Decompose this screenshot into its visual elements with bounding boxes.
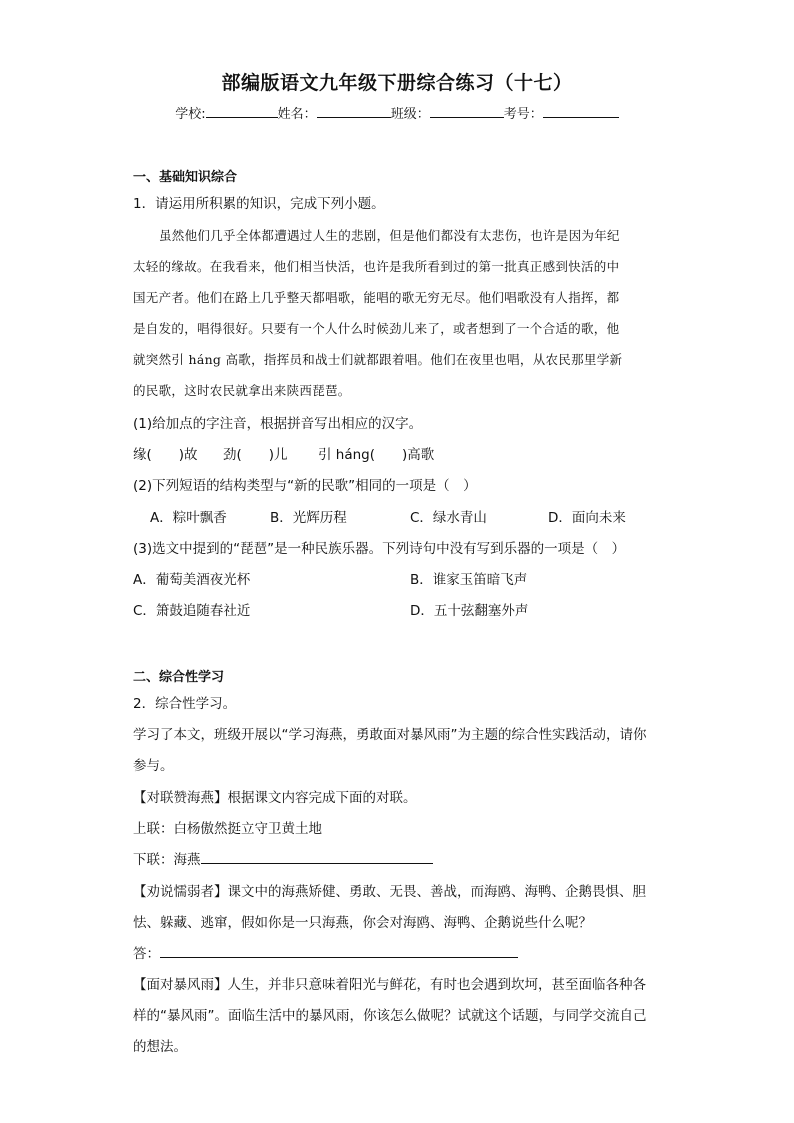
q2-intro-line-1: 学习了本文，班级开展以“学习海燕，勇敢面对暴风雨”为主题的综合性实践活动，请你 bbox=[133, 727, 647, 743]
sub3-option-b[interactable]: B．谁家玉笛暗飞声 bbox=[410, 572, 528, 588]
sub3-option-d[interactable]: D．五十弦翻塞外声 bbox=[410, 603, 529, 619]
q2-intro-line-2: 参与。 bbox=[133, 758, 174, 774]
sub3-option-c[interactable]: C．箫鼓追随春社近 bbox=[133, 603, 251, 619]
section2-heading: 二、综合性学习 bbox=[133, 670, 225, 685]
answer-label: 答： bbox=[133, 946, 160, 962]
passage-line-4: 是自发的，唱得很好。只要有一个人什么时候劲儿来了，或者想到了一个合适的歌，他 bbox=[133, 321, 620, 336]
persuade-line-2: 怯、躲藏、逃窜，假如你是一只海燕，你会对海鸥、海鸭、企鹅说些什么呢？ bbox=[133, 915, 592, 931]
storm-line-1: 【面对暴风雨】人生，并非只意味着阳光与鲜花，有时也会遇到坎坷，甚至面临各种各 bbox=[133, 977, 646, 993]
student-info-row bbox=[0, 103, 794, 122]
passage-line-3: 国无产者。他们在路上几乎整天都唱歌，能唱的歌无穷无尽。他们唱歌没有人指挥，都 bbox=[133, 290, 620, 305]
sub-question-3: (3)选文中提到的“琵琶”是一种民族乐器。下列诗句中没有写到乐器的一项是（ ） bbox=[133, 541, 626, 557]
couplet-lower-line bbox=[133, 848, 433, 868]
couplet-upper-line: 上联：白杨傲然挺立守卫黄土地 bbox=[133, 821, 322, 837]
school-label: 学校: bbox=[175, 107, 206, 122]
q1-stem: 1．请运用所积累的知识，完成下列小题。 bbox=[133, 196, 385, 212]
exam-no-label: 考号： bbox=[503, 107, 543, 122]
school-blank[interactable] bbox=[206, 105, 278, 118]
sub-question-2: (2)下列短语的结构类型与“新的民歌”相同的一项是（ ） bbox=[133, 478, 477, 494]
sub-question-1: (1)给加点的字注音，根据拼音写出相应的汉字。 bbox=[133, 416, 423, 432]
pinyin-item-3: 引 háng( )高歌 bbox=[318, 447, 435, 463]
pinyin-item-2: 劲( )儿 bbox=[223, 447, 288, 463]
sub2-option-d[interactable]: D．面向未来 bbox=[548, 510, 626, 526]
name-label: 姓名： bbox=[277, 107, 317, 122]
couplet-answer-blank[interactable] bbox=[201, 851, 433, 864]
passage-line-6: 的民歌，这时农民就拿出来陕西琵琶。 bbox=[133, 383, 351, 398]
passage-line-1: 虽然他们几乎全体都遭遇过人生的悲剧，但是他们都没有太悲伤，也许是因为年纪 bbox=[159, 228, 620, 243]
q2-stem: 2．综合性学习。 bbox=[133, 696, 237, 712]
section1-heading: 一、基础知识综合 bbox=[133, 170, 238, 185]
sub2-option-c[interactable]: C．绿水青山 bbox=[410, 510, 487, 526]
sub2-option-a[interactable]: A．粽叶飘香 bbox=[150, 510, 227, 526]
passage-line-2: 太轻的缘故。在我看来，他们相当快活，也许是我所看到过的第一批真正感到快活的中 bbox=[133, 259, 620, 274]
sub2-option-b[interactable]: B．光辉历程 bbox=[270, 510, 347, 526]
storm-line-3: 的想法。 bbox=[133, 1039, 187, 1055]
name-blank[interactable] bbox=[317, 105, 391, 118]
class-blank[interactable] bbox=[430, 105, 504, 118]
pinyin-item-1: 缘( )故 bbox=[133, 447, 198, 463]
sub3-option-a[interactable]: A．葡萄美酒夜光杯 bbox=[133, 572, 251, 588]
couplet-task: 【对联赞海燕】根据课文内容完成下面的对联。 bbox=[133, 790, 417, 806]
answer-blank[interactable] bbox=[160, 945, 518, 958]
persuade-line-1: 【劝说懦弱者】课文中的海燕矫健、勇敢、无畏、善战，而海鸥、海鸭、企鹅畏惧、胆 bbox=[133, 884, 646, 900]
answer-line bbox=[133, 942, 518, 962]
page-title: 部编版语文九年级下册综合练习（十七） bbox=[221, 72, 573, 94]
storm-line-2: 样的“暴风雨”。面临生活中的暴风雨，你该怎么做呢？试就这个话题，与同学交流自己 bbox=[133, 1008, 647, 1024]
couplet-lower-label: 下联：海燕 bbox=[133, 852, 201, 868]
exam-no-blank[interactable] bbox=[543, 105, 619, 118]
class-label: 班级： bbox=[390, 107, 430, 122]
passage-line-5: 就突然引 háng 高歌，指挥员和战士们就都跟着唱。他们在夜里也唱，从农民那里学新 bbox=[133, 352, 623, 367]
